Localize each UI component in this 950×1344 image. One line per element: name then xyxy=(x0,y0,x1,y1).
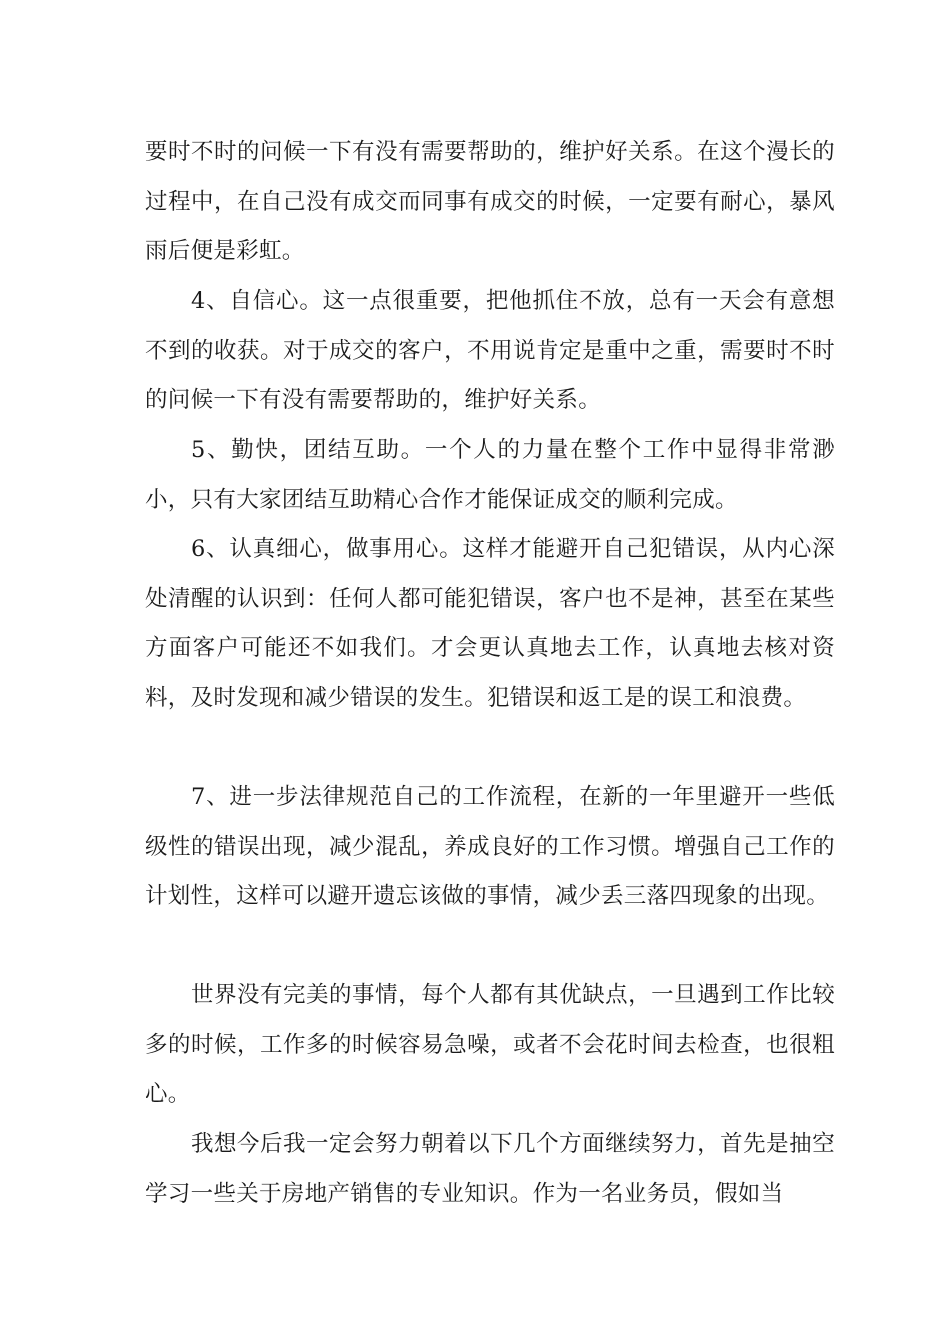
paragraph-item-6-carefulness: 6、认真细心，做事用心。这样才能避开自己犯错误，从内心深处清醒的认识到：任何人都可能犯错误，客户也不是神，甚至在某些方面客户可能还不如我们。才会更认真地去工作，认真地去核对资料，及时发现和减少错误的发生。犯错误和返工是的误工和浪费。 xyxy=(145,536,835,711)
paragraph-self-reflection: 世界没有完美的事情，每个人都有其优缺点，一旦遇到工作比较多的时候，工作多的时候容易急噪，或者不会花时间去检查，也很粗心。 xyxy=(145,982,835,1107)
paragraph-continuation: 要时不时的问候一下有没有需要帮助的，维护好关系。在这个漫长的过程中，在自己没有成交而同事有成交的时候，一定要有耐心，暴风雨后便是彩虹。 xyxy=(145,139,835,264)
paragraph-item-5-teamwork: 5、勤快，团结互助。一个人的力量在整个工作中显得非常渺小，只有大家团结互助精心合作才能保证成交的顺利完成。 xyxy=(145,437,835,513)
paragraph-future-plan: 我想今后我一定会努力朝着以下几个方面继续努力，首先是抽空学习一些关于房地产销售的专业知识。作为一名业务员，假如当 xyxy=(145,1131,835,1207)
paragraph-item-4-confidence: 4、自信心。这一点很重要，把他抓住不放，总有一天会有意想不到的收获。对于成交的客户，不用说肯定是重中之重，需要时不时的问候一下有没有需要帮助的，维护好关系。 xyxy=(145,288,835,413)
paragraph-item-7-workflow: 7、进一步法律规范自己的工作流程，在新的一年里避开一些低级性的错误出现，减少混乱，养成良好的工作习惯。增强自己工作的计划性，这样可以避开遗忘该做的事情，减少丢三落四现象的出现。 xyxy=(145,784,835,909)
